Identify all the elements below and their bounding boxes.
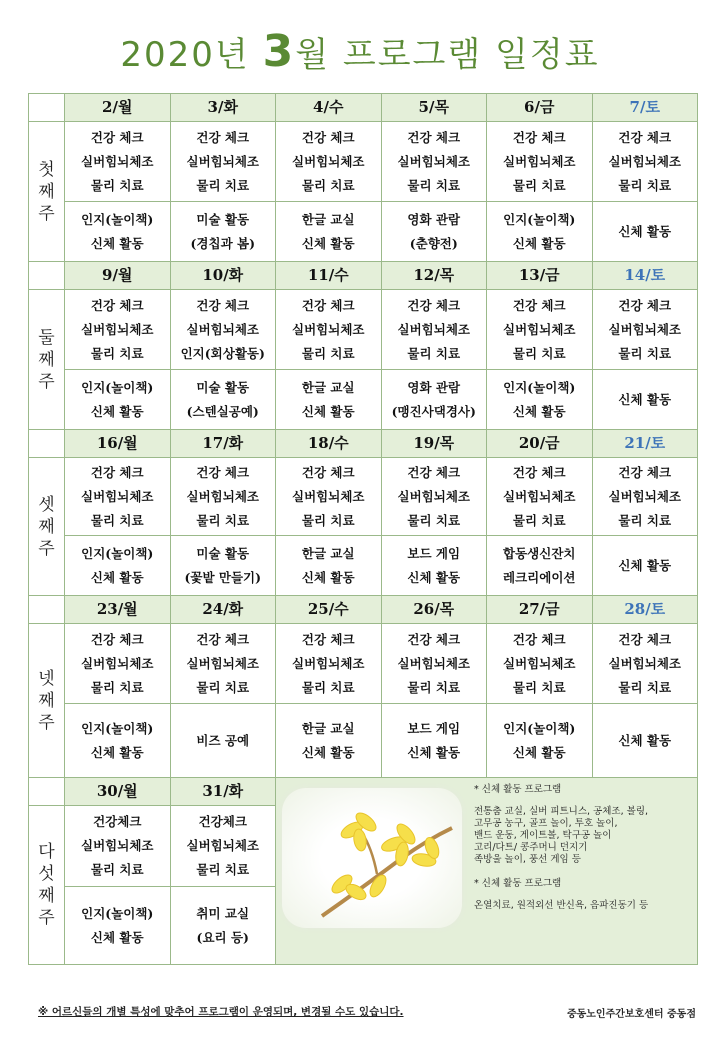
info-line: 전통춤 교실, 실버 피트니스, 공체조, 볼링, bbox=[474, 806, 649, 817]
afternoon-activity-cell bbox=[381, 202, 487, 262]
day-header: 23/월 bbox=[65, 596, 171, 624]
activity-text: 신체 활동 bbox=[90, 744, 144, 760]
activity-text: 한글 교실 bbox=[301, 211, 355, 227]
day-header: 25/수 bbox=[276, 596, 382, 624]
day-header: 30/월 bbox=[65, 778, 171, 806]
morning-row bbox=[29, 290, 698, 370]
week-label: 다 섯 째 주 bbox=[29, 806, 65, 965]
activity-text: 신체 활동 bbox=[512, 235, 566, 251]
activity-text: 신체 활동 bbox=[301, 235, 355, 251]
activity-text: 물리 치료 bbox=[618, 679, 672, 695]
activity-text: 건강 체크 bbox=[196, 129, 250, 145]
morning-activity-cell bbox=[276, 624, 382, 704]
activity-text: (맹진사댁경사) bbox=[391, 403, 476, 419]
activity-text: 인지(놀이책) bbox=[81, 545, 154, 561]
afternoon-activity-cell bbox=[487, 202, 593, 262]
activity-text: 건강 체크 bbox=[301, 464, 355, 480]
activity-text: 합동생신잔치 bbox=[503, 545, 576, 561]
activity-text: 신체 활동 bbox=[512, 403, 566, 419]
activity-text: 물리 치료 bbox=[90, 679, 144, 695]
morning-activity-cell bbox=[592, 122, 698, 202]
afternoon-activity-cell bbox=[276, 536, 382, 596]
activity-text: 신체 활동 bbox=[407, 569, 461, 585]
activity-text: 실버힘뇌체조 bbox=[81, 321, 154, 337]
activity-text: 미술 활동 bbox=[196, 211, 250, 227]
activity-text: 건강 체크 bbox=[90, 464, 144, 480]
afternoon-activity-cell bbox=[381, 704, 487, 778]
afternoon-activity-cell bbox=[592, 202, 698, 262]
activity-text: 물리 치료 bbox=[90, 345, 144, 361]
activity-text: 물리 치료 bbox=[196, 679, 250, 695]
activity-text: 신체 활동 bbox=[618, 732, 672, 748]
morning-activity-cell bbox=[381, 290, 487, 370]
activity-text: 건강 체크 bbox=[512, 631, 566, 647]
info-text bbox=[474, 782, 706, 912]
morning-activity-cell bbox=[381, 458, 487, 536]
morning-activity-cell bbox=[65, 458, 171, 536]
activity-text: 건강 체크 bbox=[407, 631, 461, 647]
activity-text: 실버힘뇌체조 bbox=[186, 488, 259, 504]
afternoon-activity-cell bbox=[65, 536, 171, 596]
afternoon-activity-cell bbox=[592, 370, 698, 430]
morning-activity-cell bbox=[276, 122, 382, 202]
activity-text: 건강 체크 bbox=[618, 464, 672, 480]
day-header: 6/금 bbox=[487, 94, 593, 122]
info-heading: * 신체 활동 프로그램 bbox=[474, 784, 562, 795]
activity-text: 물리 치료 bbox=[512, 512, 566, 528]
day-header: 20/금 bbox=[487, 430, 593, 458]
activity-text: 건강 체크 bbox=[618, 297, 672, 313]
afternoon-activity-cell bbox=[381, 370, 487, 430]
morning-activity-cell bbox=[170, 122, 276, 202]
forsythia-flower-image bbox=[282, 788, 462, 928]
activity-text: 실버힘뇌체조 bbox=[608, 153, 681, 169]
morning-activity-cell bbox=[276, 458, 382, 536]
activity-text: 건강 체크 bbox=[196, 464, 250, 480]
afternoon-activity-cell bbox=[170, 370, 276, 430]
activity-text: 신체 활동 bbox=[90, 569, 144, 585]
activity-text: 물리 치료 bbox=[407, 177, 461, 193]
flower-illustration bbox=[282, 788, 462, 928]
day-header: 24/화 bbox=[170, 596, 276, 624]
activity-text: 건강 체크 bbox=[301, 129, 355, 145]
afternoon-activity-cell bbox=[487, 536, 593, 596]
info-line: 밴드 운동, 게이트볼, 탁구공 놀이 bbox=[474, 830, 612, 841]
header-blank-cell bbox=[29, 778, 65, 806]
day-header: 11/수 bbox=[276, 262, 382, 290]
info-panel bbox=[276, 778, 698, 965]
activity-text: 물리 치료 bbox=[90, 862, 144, 877]
day-header: 4/수 bbox=[276, 94, 382, 122]
activity-text: (요리 등) bbox=[196, 929, 249, 945]
activity-text: 신체 활동 bbox=[407, 744, 461, 760]
afternoon-row bbox=[29, 536, 698, 596]
afternoon-row bbox=[29, 704, 698, 778]
activity-text: 보드 게임 bbox=[407, 720, 461, 736]
afternoon-activity-cell bbox=[170, 202, 276, 262]
afternoon-activity-cell bbox=[65, 704, 171, 778]
page-title bbox=[0, 26, 720, 77]
activity-text: 물리 치료 bbox=[407, 345, 461, 361]
footer-organization: 중동노인주간보호센터 중동점 bbox=[566, 1009, 696, 1020]
activity-text: 실버힘뇌체조 bbox=[503, 488, 576, 504]
week-header-row bbox=[29, 596, 698, 624]
activity-text: 영화 관람 bbox=[407, 379, 461, 395]
activity-text: 물리 치료 bbox=[90, 177, 144, 193]
afternoon-activity-cell bbox=[487, 370, 593, 430]
title-year: 2020년 bbox=[120, 35, 263, 75]
activity-text: 물리 치료 bbox=[407, 512, 461, 528]
activity-text: 물리 치료 bbox=[301, 512, 355, 528]
title-rest: 월 프로그램 일정표 bbox=[295, 35, 600, 75]
activity-text: 건강 체크 bbox=[407, 297, 461, 313]
morning-activity-cell bbox=[170, 458, 276, 536]
morning-row bbox=[29, 458, 698, 536]
activity-text: 물리 치료 bbox=[618, 345, 672, 361]
afternoon-activity-cell bbox=[170, 704, 276, 778]
activity-text: 실버힘뇌체조 bbox=[608, 321, 681, 337]
activity-text: 건강체크 bbox=[198, 814, 247, 829]
activity-text: 신체 활동 bbox=[90, 403, 144, 419]
activity-text: 신체 활동 bbox=[301, 569, 355, 585]
activity-text: 미술 활동 bbox=[196, 545, 250, 561]
activity-text: 건강 체크 bbox=[90, 631, 144, 647]
activity-text: 실버힘뇌체조 bbox=[608, 655, 681, 671]
activity-text: 취미 교실 bbox=[196, 905, 250, 921]
activity-text: 인지(놀이책) bbox=[503, 720, 576, 736]
day-header: 26/목 bbox=[381, 596, 487, 624]
afternoon-activity-cell bbox=[381, 536, 487, 596]
week-header-row bbox=[29, 430, 698, 458]
activity-text: 실버힘뇌체조 bbox=[397, 655, 470, 671]
activity-text: 인지(놀이책) bbox=[81, 379, 154, 395]
activity-text: 물리 치료 bbox=[512, 345, 566, 361]
info-line: 온열치료, 원적외선 반신욕, 음파진동기 등 bbox=[474, 900, 649, 911]
activity-text: 신체 활동 bbox=[90, 929, 144, 945]
info-line: 족방울 놀이, 풍선 게임 등 bbox=[474, 854, 581, 865]
activity-text: 건강 체크 bbox=[512, 297, 566, 313]
week-label: 첫 째 주 bbox=[29, 122, 65, 262]
activity-text: 신체 활동 bbox=[301, 403, 355, 419]
activity-text: (꽃밭 만들기) bbox=[184, 569, 262, 585]
activity-text: 물리 치료 bbox=[407, 679, 461, 695]
afternoon-activity-cell bbox=[276, 704, 382, 778]
afternoon-activity-cell bbox=[276, 370, 382, 430]
activity-text: 레크리에이션 bbox=[503, 569, 576, 585]
activity-text: 실버힘뇌체조 bbox=[292, 655, 365, 671]
activity-text: (스텐실공예) bbox=[186, 403, 259, 419]
activity-text: 한글 교실 bbox=[301, 720, 355, 736]
activity-text: 건강 체크 bbox=[196, 631, 250, 647]
activity-text: 건강 체크 bbox=[407, 129, 461, 145]
afternoon-activity-cell bbox=[170, 536, 276, 596]
afternoon-activity-cell bbox=[65, 370, 171, 430]
activity-text: (경칩과 봄) bbox=[190, 235, 255, 251]
activity-text: 물리 치료 bbox=[196, 177, 250, 193]
activity-text: 물리 치료 bbox=[301, 345, 355, 361]
activity-text: 인지(놀이책) bbox=[81, 211, 154, 227]
activity-text: (춘향전) bbox=[409, 235, 458, 251]
morning-activity-cell bbox=[592, 624, 698, 704]
day-header: 18/수 bbox=[276, 430, 382, 458]
activity-text: 건강 체크 bbox=[407, 464, 461, 480]
activity-text: 인지(놀이책) bbox=[81, 905, 154, 921]
activity-text: 한글 교실 bbox=[301, 379, 355, 395]
day-header: 14/토 bbox=[592, 262, 698, 290]
day-header: 3/화 bbox=[170, 94, 276, 122]
morning-activity-cell bbox=[487, 624, 593, 704]
activity-text: 인지(놀이책) bbox=[503, 211, 576, 227]
day-header: 21/토 bbox=[592, 430, 698, 458]
morning-activity-cell bbox=[276, 290, 382, 370]
activity-text: 실버힘뇌체조 bbox=[608, 488, 681, 504]
activity-text: 물리 치료 bbox=[196, 862, 250, 877]
morning-activity-cell bbox=[487, 122, 593, 202]
morning-activity-cell bbox=[381, 122, 487, 202]
activity-text: 신체 활동 bbox=[90, 235, 144, 251]
week-header-row bbox=[29, 94, 698, 122]
activity-text: 실버힘뇌체조 bbox=[186, 838, 259, 853]
activity-text: 건강 체크 bbox=[618, 129, 672, 145]
activity-text: 실버힘뇌체조 bbox=[397, 488, 470, 504]
morning-row bbox=[29, 624, 698, 704]
activity-text: 물리 치료 bbox=[196, 512, 250, 528]
activity-text: 인지(회상활동) bbox=[180, 345, 265, 361]
activity-text: 건강체크 bbox=[93, 814, 142, 829]
afternoon-activity-cell bbox=[592, 704, 698, 778]
day-header: 12/목 bbox=[381, 262, 487, 290]
info-line: 고리/다트/ 콩주머니 던지기 bbox=[474, 842, 588, 853]
activity-text: 실버힘뇌체조 bbox=[503, 321, 576, 337]
activity-text: 건강 체크 bbox=[301, 297, 355, 313]
activity-text: 건강 체크 bbox=[512, 129, 566, 145]
day-header: 19/목 bbox=[381, 430, 487, 458]
activity-text: 실버힘뇌체조 bbox=[186, 153, 259, 169]
day-header: 10/화 bbox=[170, 262, 276, 290]
schedule-table bbox=[28, 93, 698, 965]
activity-text: 물리 치료 bbox=[618, 512, 672, 528]
morning-activity-cell bbox=[381, 624, 487, 704]
info-heading: * 신체 활동 프로그램 bbox=[474, 878, 562, 889]
activity-text: 신체 활동 bbox=[512, 744, 566, 760]
morning-activity-cell bbox=[487, 290, 593, 370]
morning-activity-cell bbox=[592, 458, 698, 536]
activity-text: 보드 게임 bbox=[407, 545, 461, 561]
activity-text: 신체 활동 bbox=[618, 223, 672, 239]
activity-text: 건강 체크 bbox=[512, 464, 566, 480]
afternoon-activity-cell bbox=[276, 202, 382, 262]
activity-text: 미술 활동 bbox=[196, 379, 250, 395]
morning-activity-cell bbox=[487, 458, 593, 536]
activity-text: 실버힘뇌체조 bbox=[397, 153, 470, 169]
day-header: 2/월 bbox=[65, 94, 171, 122]
morning-row bbox=[29, 122, 698, 202]
morning-activity-cell bbox=[65, 624, 171, 704]
activity-text: 실버힘뇌체조 bbox=[81, 488, 154, 504]
activity-text: 실버힘뇌체조 bbox=[81, 838, 154, 853]
title-month: 3 bbox=[262, 26, 296, 77]
afternoon-activity-cell bbox=[592, 536, 698, 596]
activity-text: 건강 체크 bbox=[301, 631, 355, 647]
activity-text: 실버힘뇌체조 bbox=[81, 153, 154, 169]
week-header-row bbox=[29, 262, 698, 290]
activity-text: 건강 체크 bbox=[90, 129, 144, 145]
activity-text: 물리 치료 bbox=[301, 177, 355, 193]
day-header: 13/금 bbox=[487, 262, 593, 290]
week-label: 넷 째 주 bbox=[29, 624, 65, 778]
activity-text: 물리 치료 bbox=[512, 679, 566, 695]
afternoon-activity-cell bbox=[65, 887, 171, 965]
activity-text: 실버힘뇌체조 bbox=[292, 488, 365, 504]
info-line: 고무공 농구, 골프 놀이, 투호 놀이, bbox=[474, 818, 618, 829]
activity-text: 건강 체크 bbox=[90, 297, 144, 313]
activity-text: 신체 활동 bbox=[618, 391, 672, 407]
week-label: 둘 째 주 bbox=[29, 290, 65, 430]
week-label: 셋 째 주 bbox=[29, 458, 65, 596]
activity-text: 실버힘뇌체조 bbox=[503, 655, 576, 671]
day-header: 7/토 bbox=[592, 94, 698, 122]
activity-text: 실버힘뇌체조 bbox=[397, 321, 470, 337]
header-blank-cell bbox=[29, 596, 65, 624]
activity-text: 물리 치료 bbox=[512, 177, 566, 193]
activity-text: 건강 체크 bbox=[196, 297, 250, 313]
morning-activity-cell bbox=[170, 806, 276, 887]
morning-activity-cell bbox=[65, 806, 171, 887]
activity-text: 실버힘뇌체조 bbox=[292, 321, 365, 337]
activity-text: 실버힘뇌체조 bbox=[292, 153, 365, 169]
activity-text: 한글 교실 bbox=[301, 545, 355, 561]
activity-text: 영화 관람 bbox=[407, 211, 461, 227]
activity-text: 실버힘뇌체조 bbox=[503, 153, 576, 169]
activity-text: 실버힘뇌체조 bbox=[81, 655, 154, 671]
footer-note: ※ 어르신들의 개별 특성에 맞추어 프로그램이 운영되며, 변경될 수도 있습니다. bbox=[38, 1006, 404, 1018]
header-blank-cell bbox=[29, 94, 65, 122]
day-header: 17/화 bbox=[170, 430, 276, 458]
day-header: 31/화 bbox=[170, 778, 276, 806]
activity-text: 신체 활동 bbox=[301, 744, 355, 760]
morning-activity-cell bbox=[65, 290, 171, 370]
activity-text: 물리 치료 bbox=[90, 512, 144, 528]
activity-text: 인지(놀이책) bbox=[81, 720, 154, 736]
activity-text: 실버힘뇌체조 bbox=[186, 655, 259, 671]
header-blank-cell bbox=[29, 262, 65, 290]
afternoon-activity-cell bbox=[170, 887, 276, 965]
day-header: 5/목 bbox=[381, 94, 487, 122]
afternoon-row bbox=[29, 370, 698, 430]
activity-text: 신체 활동 bbox=[618, 557, 672, 573]
morning-activity-cell bbox=[592, 290, 698, 370]
day-header: 28/토 bbox=[592, 596, 698, 624]
afternoon-row bbox=[29, 202, 698, 262]
day-header: 9/월 bbox=[65, 262, 171, 290]
activity-text: 물리 치료 bbox=[301, 679, 355, 695]
day-header: 16/월 bbox=[65, 430, 171, 458]
activity-text: 물리 치료 bbox=[618, 177, 672, 193]
header-blank-cell bbox=[29, 430, 65, 458]
morning-activity-cell bbox=[170, 624, 276, 704]
morning-activity-cell bbox=[65, 122, 171, 202]
morning-activity-cell bbox=[170, 290, 276, 370]
activity-text: 실버힘뇌체조 bbox=[186, 321, 259, 337]
afternoon-activity-cell bbox=[65, 202, 171, 262]
activity-text: 비즈 공예 bbox=[196, 732, 250, 748]
week-header-row bbox=[29, 778, 698, 806]
activity-text: 인지(놀이책) bbox=[503, 379, 576, 395]
afternoon-activity-cell bbox=[487, 704, 593, 778]
day-header: 27/금 bbox=[487, 596, 593, 624]
activity-text: 건강 체크 bbox=[618, 631, 672, 647]
